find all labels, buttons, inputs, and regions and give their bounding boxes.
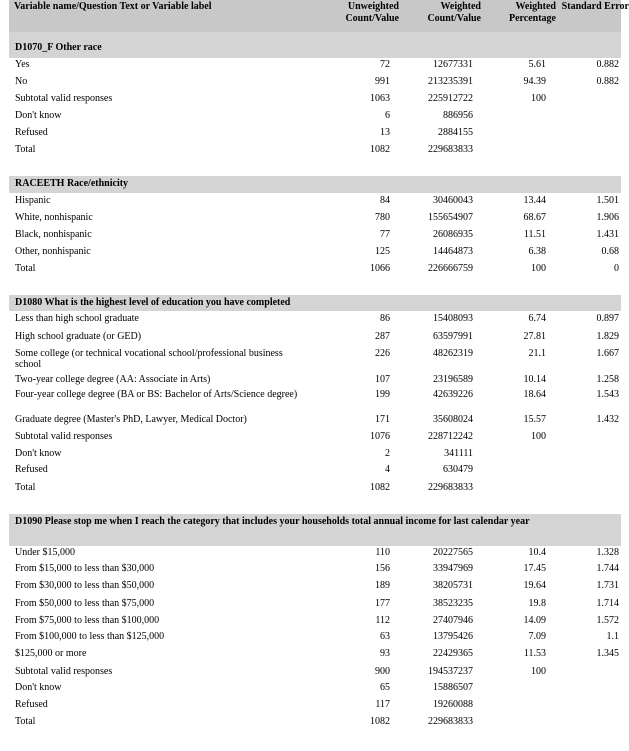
weighted-count: 22429365	[433, 648, 473, 659]
weighted-percentage: 11.51	[523, 229, 546, 240]
row-label: White, nonhispanic	[15, 212, 93, 223]
standard-error: 0.882	[596, 59, 619, 70]
unweighted-count: 1082	[370, 716, 390, 727]
unweighted-count: 77	[380, 229, 390, 240]
weighted-count: 12677331	[433, 59, 473, 70]
unweighted-count: 1082	[370, 144, 390, 155]
row-label: Subtotal valid responses	[15, 666, 113, 677]
weighted-percentage: 6.74	[528, 313, 546, 324]
header-weighted: Weighted Count/Value	[427, 1, 481, 24]
row-label: Don't know	[15, 682, 62, 693]
weighted-count: 229683833	[428, 482, 473, 493]
section-band	[9, 295, 621, 311]
weighted-count: 13795426	[433, 631, 473, 642]
header-unweighted: Unweighted Count/Value	[345, 1, 399, 24]
weighted-count: 63597991	[433, 331, 473, 342]
weighted-percentage: 27.81	[523, 331, 546, 342]
row-label: Total	[15, 144, 36, 155]
unweighted-count: 93	[380, 648, 390, 659]
weighted-count: 38205731	[433, 580, 473, 591]
unweighted-count: 84	[380, 195, 390, 206]
standard-error: 1.1	[606, 631, 619, 642]
section-title: RACEETH Race/ethnicity	[15, 178, 129, 189]
unweighted-count: 780	[375, 212, 390, 223]
standard-error: 1.432	[596, 414, 619, 425]
row-label: No	[15, 76, 28, 87]
section-band	[9, 514, 621, 546]
weighted-percentage: 13.44	[523, 195, 546, 206]
weighted-count: 155654907	[428, 212, 473, 223]
weighted-percentage: 5.61	[528, 59, 546, 70]
weighted-count: 15886507	[433, 682, 473, 693]
row-label: Total	[15, 263, 36, 274]
unweighted-count: 189	[375, 580, 390, 591]
row-label: $125,000 or more	[15, 648, 87, 659]
weighted-percentage: 10.14	[523, 374, 546, 385]
weighted-count: 886956	[443, 110, 473, 121]
unweighted-count: 226	[375, 348, 390, 359]
unweighted-count: 65	[380, 682, 390, 693]
unweighted-count: 199	[375, 389, 390, 400]
standard-error: 1.328	[596, 547, 619, 558]
weighted-percentage: 18.64	[523, 389, 546, 400]
weighted-count: 194537237	[428, 666, 473, 677]
unweighted-count: 6	[385, 110, 390, 121]
standard-error: 0.897	[596, 313, 619, 324]
standard-error: 1.744	[596, 563, 619, 574]
standard-error: 1.906	[596, 212, 619, 223]
row-label: Total	[15, 482, 36, 493]
weighted-count: 33947969	[433, 563, 473, 574]
unweighted-count: 171	[375, 414, 390, 425]
unweighted-count: 107	[375, 374, 390, 385]
weighted-count: 38523235	[433, 598, 473, 609]
weighted-percentage: 7.09	[528, 631, 546, 642]
unweighted-count: 117	[375, 699, 390, 710]
standard-error: 0.68	[601, 246, 619, 257]
unweighted-count: 63	[380, 631, 390, 642]
unweighted-count: 72	[380, 59, 390, 70]
row-label: Hispanic	[15, 195, 51, 206]
weighted-percentage: 100	[531, 93, 546, 104]
unweighted-count: 177	[375, 598, 390, 609]
weighted-percentage: 68.67	[523, 212, 546, 223]
unweighted-count: 991	[375, 76, 390, 87]
unweighted-count: 287	[375, 331, 390, 342]
row-label: Graduate degree (Master's PhD, Lawyer, Medical Doctor)	[15, 414, 247, 425]
standard-error: 1.345	[596, 648, 619, 659]
weighted-count: 225912722	[428, 93, 473, 104]
weighted-count: 48262319	[433, 348, 473, 359]
table-header	[9, 0, 629, 32]
row-label: Black, nonhispanic	[15, 229, 92, 240]
weighted-percentage: 6.38	[528, 246, 546, 257]
weighted-count: 15408093	[433, 313, 473, 324]
row-label: From $30,000 to less than $50,000	[15, 580, 155, 591]
row-label: Under $15,000	[15, 547, 75, 558]
weighted-percentage: 100	[531, 263, 546, 274]
row-label: Some college (or technical vocational school/professional business school	[15, 348, 283, 370]
unweighted-count: 1082	[370, 482, 390, 493]
weighted-count: 229683833	[428, 144, 473, 155]
unweighted-count: 13	[380, 127, 390, 138]
standard-error: 0.882	[596, 76, 619, 87]
weighted-percentage: 100	[531, 431, 546, 442]
unweighted-count: 1066	[370, 263, 390, 274]
row-label: Don't know	[15, 448, 62, 459]
unweighted-count: 86	[380, 313, 390, 324]
weighted-count: 35608024	[433, 414, 473, 425]
standard-error: 1.731	[596, 580, 619, 591]
unweighted-count: 110	[375, 547, 390, 558]
unweighted-count: 125	[375, 246, 390, 257]
weighted-count: 229683833	[428, 716, 473, 727]
weighted-percentage: 11.53	[523, 648, 546, 659]
standard-error: 1.572	[596, 615, 619, 626]
section-title: D1090 Please stop me when I reach the category that includes your households total annual income for last calendar year	[15, 516, 530, 527]
row-label: From $50,000 to less than $75,000	[15, 598, 155, 609]
standard-error: 1.543	[596, 389, 619, 400]
row-label: Yes	[15, 59, 30, 70]
unweighted-count: 1063	[370, 93, 390, 104]
section-title: D1080 What is the highest level of education you have completed	[15, 297, 291, 308]
row-label: From $15,000 to less than $30,000	[15, 563, 155, 574]
row-label: Two-year college degree (AA: Associate in Arts)	[15, 374, 211, 385]
row-label: From $100,000 to less than $125,000	[15, 631, 165, 642]
weighted-percentage: 19.64	[523, 580, 546, 591]
weighted-count: 14464873	[433, 246, 473, 257]
unweighted-count: 900	[375, 666, 390, 677]
row-label: High school graduate (or GED)	[15, 331, 142, 342]
standard-error: 1.501	[596, 195, 619, 206]
weighted-percentage: 10.4	[528, 547, 546, 558]
weighted-percentage: 94.39	[523, 76, 546, 87]
standard-error: 1.667	[596, 348, 619, 359]
row-label: Refused	[15, 127, 48, 138]
standard-error: 0	[614, 263, 619, 274]
weighted-count: 42639226	[433, 389, 473, 400]
weighted-percentage: 21.1	[528, 348, 546, 359]
section-title: D1070_F Other race	[15, 42, 102, 53]
weighted-count: 20227565	[433, 547, 473, 558]
weighted-percentage: 14.09	[523, 615, 546, 626]
standard-error: 1.829	[596, 331, 619, 342]
weighted-percentage: 19.8	[528, 598, 546, 609]
weighted-percentage: 100	[531, 666, 546, 677]
standard-error: 1.258	[596, 374, 619, 385]
weighted-count: 213235391	[428, 76, 473, 87]
row-label: Don't know	[15, 110, 62, 121]
weighted-count: 26086935	[433, 229, 473, 240]
unweighted-count: 2	[385, 448, 390, 459]
unweighted-count: 112	[375, 615, 390, 626]
section-band	[9, 176, 621, 193]
weighted-count: 630479	[443, 464, 473, 475]
row-label: Four-year college degree (BA or BS: Bachelor of Arts/Science degree)	[15, 389, 298, 400]
weighted-count: 226666759	[428, 263, 473, 274]
weighted-count: 23196589	[433, 374, 473, 385]
row-label: From $75,000 to less than $100,000	[15, 615, 160, 626]
row-label: Refused	[15, 699, 48, 710]
section-band	[9, 32, 621, 58]
standard-error: 1.431	[596, 229, 619, 240]
header-standard-error: Standard Error	[561, 1, 629, 12]
weighted-count: 30460043	[433, 195, 473, 206]
weighted-count: 27407946	[433, 615, 473, 626]
row-label: Subtotal valid responses	[15, 93, 113, 104]
weighted-percentage: 17.45	[523, 563, 546, 574]
row-label: Less than high school graduate	[15, 313, 139, 324]
weighted-percentage: 15.57	[523, 414, 546, 425]
weighted-count: 2884155	[438, 127, 473, 138]
weighted-count: 19260088	[433, 699, 473, 710]
row-label: Total	[15, 716, 36, 727]
standard-error: 1.714	[596, 598, 619, 609]
unweighted-count: 4	[385, 464, 390, 475]
row-label: Other, nonhispanic	[15, 246, 91, 257]
unweighted-count: 156	[375, 563, 390, 574]
header-variable: Variable name/Question Text or Variable label	[14, 1, 212, 12]
weighted-count: 228712242	[428, 431, 473, 442]
weighted-count: 341111	[444, 448, 473, 459]
unweighted-count: 1076	[370, 431, 390, 442]
row-label: Subtotal valid responses	[15, 431, 113, 442]
row-label: Refused	[15, 464, 48, 475]
header-percentage: Weighted Percentage	[508, 1, 556, 24]
